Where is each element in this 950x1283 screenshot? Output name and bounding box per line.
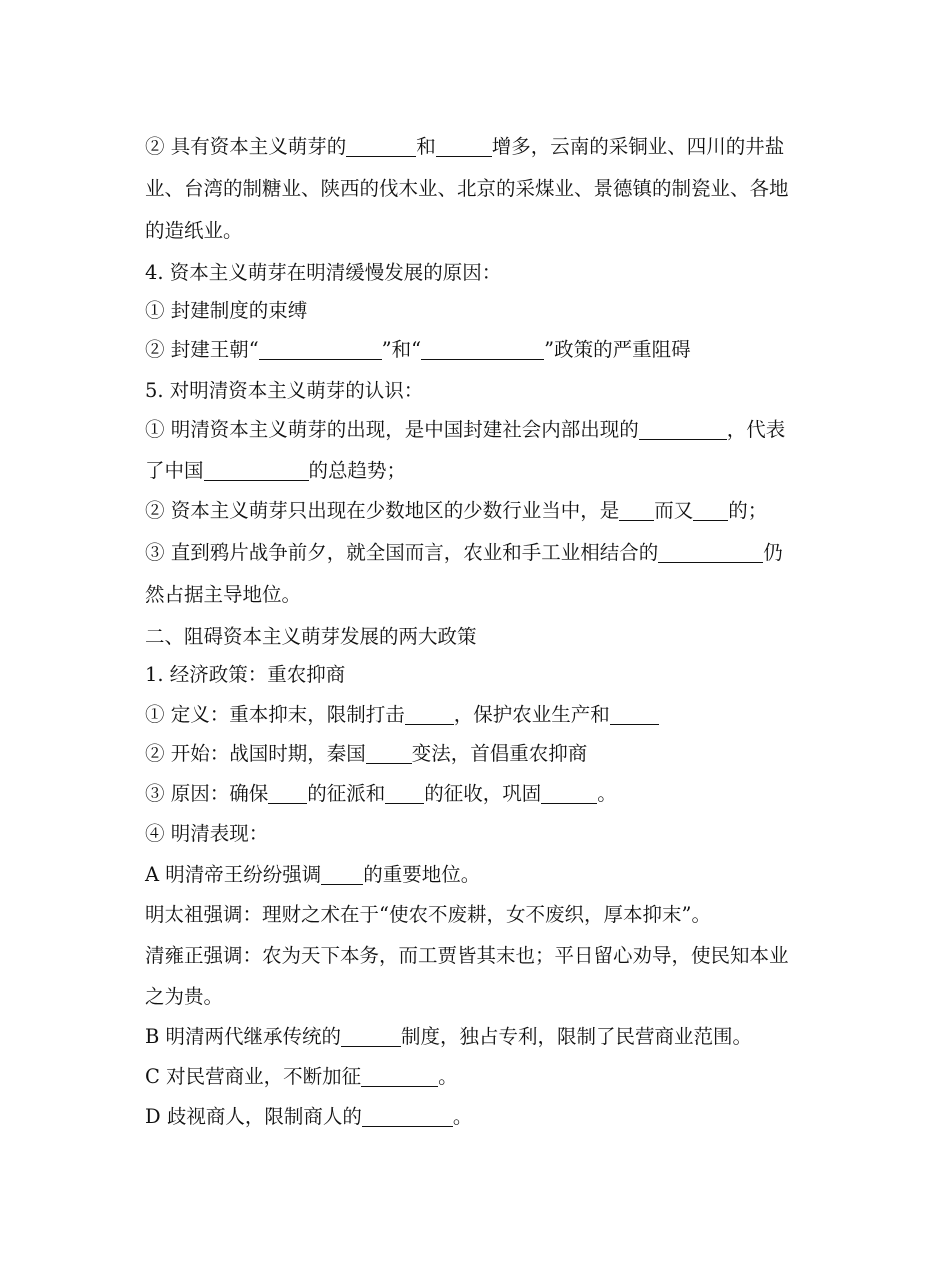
line-text: C 对民营商业，不断加征 [145, 1065, 362, 1088]
line-text: 和 [416, 135, 436, 158]
line-text: ③ 原因：确保 [145, 782, 269, 805]
line-text: ① 封建制度的束缚 [145, 299, 308, 322]
fill-in-blank[interactable] [346, 134, 416, 157]
fill-in-blank[interactable] [639, 417, 727, 440]
line-text: ① 定义：重本抑末，限制打击 [145, 703, 405, 726]
fill-in-blank[interactable] [436, 134, 492, 157]
line-text: ① 明清资本主义萌芽的出现，是中国封建社会内部出现的 [145, 418, 639, 441]
fill-in-blank[interactable] [362, 1104, 453, 1127]
fill-in-blank[interactable] [658, 540, 763, 563]
text-line [145, 581, 301, 609]
line-text: ④ 明清表现： [145, 822, 269, 845]
text-line [145, 901, 711, 929]
line-text: 二、阻碍资本主义萌芽发展的两大政策 [145, 625, 477, 648]
text-line [145, 336, 691, 364]
text-line [145, 377, 423, 405]
line-text: ② 封建王朝“ [145, 338, 259, 361]
line-text: 。 [452, 1105, 473, 1128]
fill-in-blank[interactable] [321, 862, 363, 885]
fill-in-blank[interactable] [610, 702, 659, 725]
line-text: 的征收，巩固 [424, 782, 542, 805]
text-line [145, 820, 268, 848]
text-line [145, 1063, 458, 1091]
text-line [145, 497, 767, 525]
line-text: 4. 资本主义萌芽在明清缓慢发展的原因： [145, 261, 502, 284]
text-line [145, 1103, 472, 1131]
text-line [145, 259, 501, 287]
text-line [145, 861, 480, 889]
line-text: 明太祖强调：理财之术在于“使农不废耕，女不废织，厚本抑末”。 [145, 903, 711, 926]
text-line [145, 740, 587, 768]
line-text: 的； [728, 499, 768, 522]
line-text: ③ 直到鸦片战争前夕，就全国而言，农业和手工业相结合的 [145, 541, 659, 564]
line-text: D 歧视商人，限制商人的 [145, 1105, 362, 1128]
line-text: 清雍正强调：农为天下本务，而工贾皆其末也；平日留心劝导，使民知本业 [145, 944, 789, 967]
line-text: 仍 [763, 541, 783, 564]
line-text: 。 [438, 1065, 458, 1088]
text-line [145, 701, 659, 729]
line-text: 之为贵。 [145, 985, 224, 1008]
text-line [145, 133, 784, 161]
text-line [145, 983, 223, 1011]
line-text: 的征派和 [307, 782, 386, 805]
line-text: ② 资本主义萌芽只出现在少数地区的少数行业当中，是 [145, 499, 620, 522]
line-text: 的重要地位。 [363, 863, 481, 886]
text-line [145, 661, 345, 689]
line-text: 了中国 [145, 459, 204, 482]
fill-in-blank[interactable] [259, 337, 382, 360]
line-text: 的造纸业。 [145, 219, 243, 242]
line-text: 5. 对明清资本主义萌芽的认识： [145, 379, 424, 402]
line-text: ，保护农业生产和 [453, 703, 610, 726]
text-line [145, 942, 789, 970]
line-text: ”政策的严重阻碍 [544, 338, 691, 361]
line-text: 。 [597, 782, 617, 805]
text-line [145, 175, 789, 203]
line-text: 的总趋势； [308, 459, 407, 482]
text-line [145, 780, 617, 808]
fill-in-blank[interactable] [619, 498, 654, 521]
line-text: 增多，云南的采铜业、四川的井盐 [491, 135, 785, 158]
fill-in-blank[interactable] [385, 781, 424, 804]
fill-in-blank[interactable] [541, 781, 597, 804]
text-line [145, 623, 477, 651]
line-text: 然占据主导地位。 [145, 583, 302, 606]
fill-in-blank[interactable] [204, 458, 309, 481]
fill-in-blank[interactable] [361, 1064, 438, 1087]
line-text: 1. 经济政策：重农抑商 [145, 663, 346, 686]
line-text: ② 开始：战国时期，秦国 [145, 742, 366, 765]
text-line [145, 297, 307, 325]
text-line [145, 539, 783, 567]
text-line [145, 457, 406, 485]
fill-in-blank[interactable] [341, 1024, 401, 1047]
line-text: ”和“ [381, 338, 422, 361]
line-text: 而又 [654, 499, 694, 522]
fill-in-blank[interactable] [421, 337, 544, 360]
line-text: B 明清两代继承传统的 [145, 1025, 342, 1048]
text-line [145, 217, 243, 245]
fill-in-blank[interactable] [693, 498, 728, 521]
fill-in-blank[interactable] [366, 741, 412, 764]
line-text: A 明清帝王纷纷强调 [145, 863, 322, 886]
text-line [145, 416, 785, 444]
text-line [145, 1023, 752, 1051]
line-text: ② 具有资本主义萌芽的 [145, 135, 347, 158]
line-text: 业、台湾的制糖业、陕西的伐木业、北京的采煤业、景德镇的制瓷业、各地 [145, 177, 789, 200]
line-text: ，代表 [726, 418, 786, 441]
line-text: 变法，首倡重农抑商 [411, 742, 588, 765]
fill-in-blank[interactable] [405, 702, 454, 725]
fill-in-blank[interactable] [268, 781, 307, 804]
line-text: 制度，独占专利，限制了民营商业范围。 [401, 1025, 753, 1048]
